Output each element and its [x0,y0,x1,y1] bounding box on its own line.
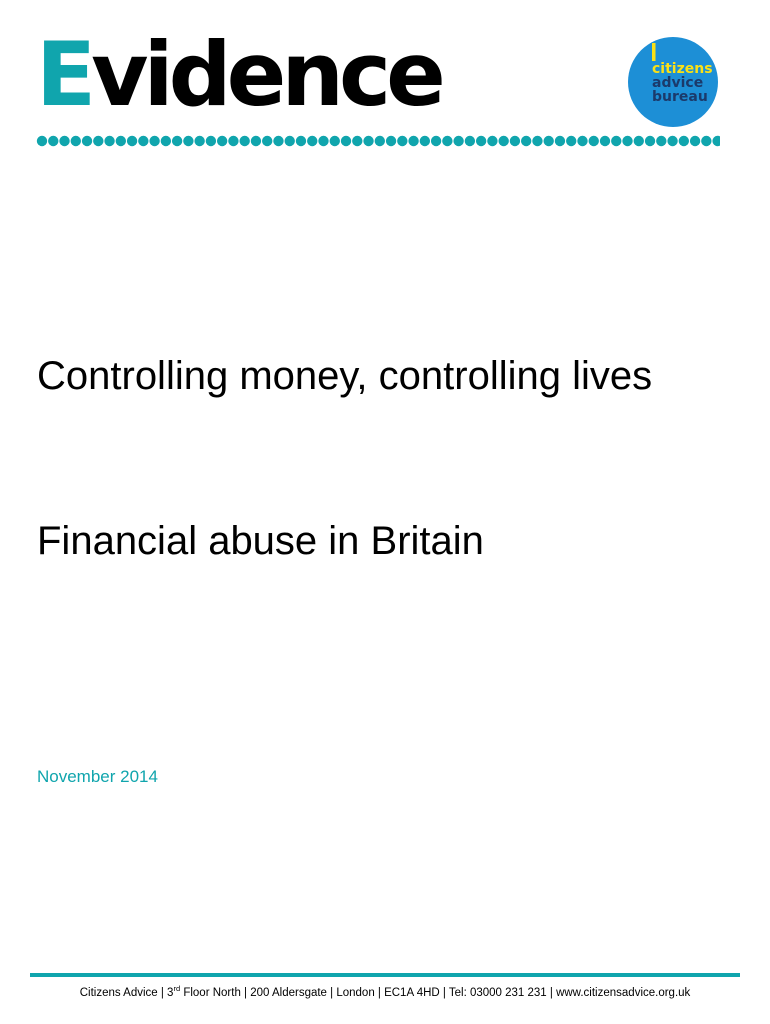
document-subtitle: Financial abuse in Britain [37,519,484,563]
rule-dot [634,136,644,146]
rule-dot [262,136,272,146]
rule-dot [273,136,283,146]
header [0,0,770,160]
rule-dot [397,136,407,146]
rule-dot [600,136,610,146]
footer-address-superscript: rd [173,984,181,994]
rule-dot [161,136,171,146]
rule-dot [296,136,306,146]
footer-address [30,985,740,1001]
evidence-wordmark-first-letter: E [36,23,92,126]
rule-dot [712,136,720,146]
footer-rule [30,973,740,977]
rule-dot [194,136,204,146]
rule-dot [285,136,295,146]
rule-dot [487,136,497,146]
rule-dot [521,136,531,146]
evidence-wordmark-rest: vidence [91,23,441,126]
evidence-wordmark [36,23,441,126]
document-title: Controlling money, controlling lives [37,354,653,398]
rule-dot [116,136,126,146]
rule-dot [420,136,430,146]
rule-dot [645,136,655,146]
rule-dot [431,136,441,146]
rule-dot [172,136,182,146]
rule-dot [453,136,463,146]
rule-dot [149,136,159,146]
rule-dot [341,136,351,146]
citizens-advice-bureau-logo [628,37,718,127]
rule-dot [656,136,666,146]
rule-dot [690,136,700,146]
rule-dot [59,136,69,146]
rule-dot [566,136,576,146]
rule-dot [138,136,148,146]
rule-dot [363,136,373,146]
dotted-rule-graphic [36,134,720,148]
rule-dot [217,136,227,146]
rule-dot [498,136,508,146]
rule-dot [577,136,587,146]
publication-date: November 2014 [37,767,158,786]
dotted-rule [36,134,720,148]
rule-dot [701,136,711,146]
rule-dot [622,136,632,146]
footer-address-prefix: Citizens Advice | 3 [79,987,174,999]
rule-dot [386,136,396,146]
rule-dot [375,136,385,146]
rule-dot [442,136,452,146]
logo-text-line2: advice [652,75,704,91]
rule-dot [667,136,677,146]
rule-dot [251,136,261,146]
rule-dot [93,136,103,146]
footer-address-suffix: Floor North | 200 Aldersgate | London | EC1A 4HD | Tel: 03000 231 231 | www.citizensadvice.org.uk [180,987,691,999]
rule-dot [465,136,475,146]
rule-dot [82,136,92,146]
rule-dot [71,136,81,146]
logo-text-line1: citizens [652,61,713,77]
rule-dot [318,136,328,146]
rule-dot [104,136,114,146]
rule-dot [476,136,486,146]
rule-dot [352,136,362,146]
rule-dot [532,136,542,146]
rule-dot [510,136,520,146]
rule-dot [239,136,249,146]
rule-dot [555,136,565,146]
rule-dot [127,136,137,146]
rule-dot [183,136,193,146]
rule-dot [330,136,340,146]
rule-dot [544,136,554,146]
rule-dot [408,136,418,146]
rule-dot [48,136,58,146]
rule-dot [206,136,216,146]
rule-dot [307,136,317,146]
logo-accent-bar [652,43,656,61]
rule-dot [589,136,599,146]
logo-text-line3: bureau [652,89,708,105]
rule-dot [611,136,621,146]
rule-dot [228,136,238,146]
rule-dot [37,136,47,146]
rule-dot [679,136,689,146]
citizens-advice-bureau-logo-graphic [628,37,718,127]
